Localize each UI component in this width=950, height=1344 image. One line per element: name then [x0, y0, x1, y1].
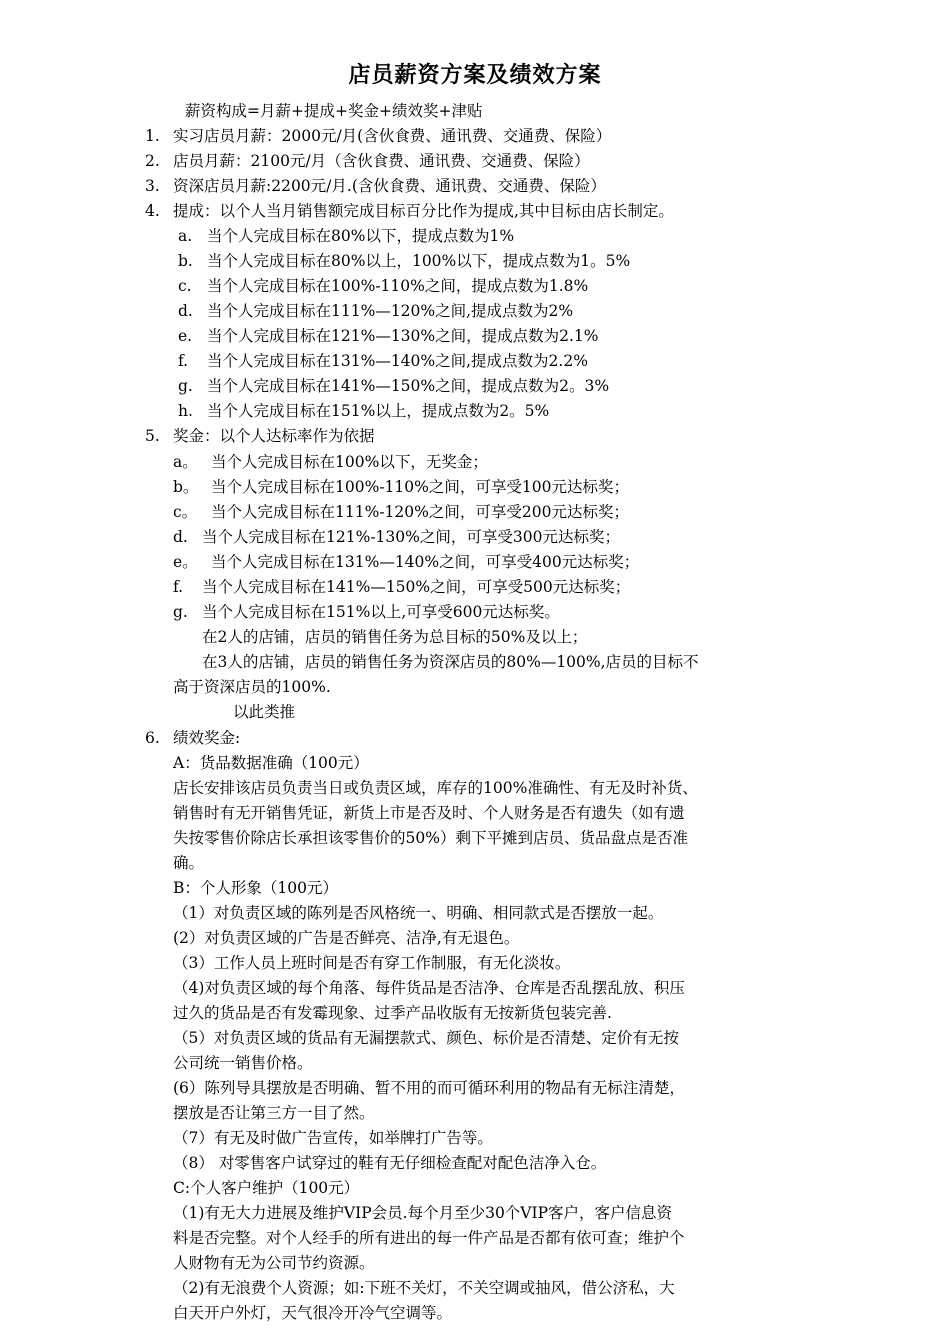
section-b-text: （5）对负责区域的货品有无漏摆款式、颜色、标价是否清楚、定价有无按: [173, 1029, 679, 1047]
commission-label: h.: [178, 402, 193, 420]
commission-text: 当个人完成目标在131%—140%之间,提成点数为2.2%: [207, 352, 588, 370]
list-item: [145, 199, 160, 224]
bonus-note: 高于资深店员的100%.: [173, 678, 331, 696]
section-b-text: （3）工作人员上班时间是否有穿工作制服，有无化淡妆。: [173, 954, 571, 972]
performance-heading: 绩效奖金:: [173, 729, 241, 747]
bonus-text: 当个人完成目标在100%-110%之间，可享受100元达标奖；: [211, 478, 629, 496]
bonus-text: 当个人完成目标在131%—140%之间，可享受400元达标奖；: [211, 553, 640, 571]
commission-label: g.: [178, 377, 193, 395]
section-c-text: 人财物有无为公司节约资源。: [173, 1254, 375, 1272]
commission-label: c.: [178, 277, 192, 295]
item-number: 6.: [145, 729, 160, 747]
bonus-text: 当个人完成目标在141%—150%之间，可享受500元达标奖；: [202, 578, 631, 596]
section-c-text: （1)有无大力进展及维护VIP会员.每个月至少30个VIP客户，客户信息资: [173, 1204, 673, 1222]
section-c-text: 料是否完整。对个人经手的所有进出的每一件产品是否都有依可查；维护个: [173, 1229, 685, 1247]
list-item: [145, 124, 160, 149]
section-b-text: 公司统一销售价格。: [173, 1054, 313, 1072]
item-number: 5.: [145, 427, 160, 445]
section-b-text: （7）有无及时做广告宣传，如举牌打广告等。: [173, 1129, 493, 1147]
section-b-title: B：个人形象（100元）: [173, 879, 338, 897]
salary-formula: 薪资构成=月薪+提成+奖金+绩效奖+津贴: [185, 102, 483, 120]
list-item-text: 资深店员月薪:2200元/月.(含伙食费、通讯费、交通费、保险）: [173, 177, 606, 195]
commission-label: a.: [178, 227, 193, 245]
section-b-text: （1）对负责区域的陈列是否风格统一、明确、相同款式是否摆放一起。: [173, 904, 664, 922]
list-item-text: 店员月薪：2100元/月（含伙食费、通讯费、交通费、保险）: [173, 152, 590, 170]
bonus-note: 在3人的店铺，店员的销售任务为资深店员的80%—100%,店员的目标不: [202, 653, 699, 671]
bonus-label: g.: [173, 603, 188, 621]
bonus-text: 当个人完成目标在100%以下，无奖金；: [211, 453, 488, 471]
commission-text: 当个人完成目标在100%-110%之间，提成点数为1.8%: [207, 277, 589, 295]
list-item: [145, 149, 160, 174]
section-b-text: 摆放是否让第三方一目了然。: [173, 1104, 375, 1122]
commission-text: 当个人完成目标在80%以上，100%以下，提成点数为1。5%: [207, 252, 631, 270]
section-c-title: C:个人客户维护（100元）: [173, 1179, 360, 1197]
bonus-note: 以此类推: [233, 703, 296, 721]
bonus-note: 在2人的店铺，店员的销售任务为总目标的50%及以上；: [202, 628, 588, 646]
commission-text: 当个人完成目标在121%—130%之间，提成点数为2.1%: [207, 327, 599, 345]
commission-label: d.: [178, 302, 193, 320]
bonus-label: b。: [173, 478, 199, 496]
commission-label: b.: [178, 252, 193, 270]
list-item-text: 提成：以个人当月销售额完成目标百分比作为提成,其中目标由店长制定。: [173, 202, 674, 220]
bonus-label: d.: [173, 528, 188, 546]
bonus-label: e。: [173, 553, 198, 571]
bonus-label: a。: [173, 453, 198, 471]
commission-label: f.: [178, 352, 189, 370]
section-a-text: 销售时有无开销售凭证，新货上市是否及时、个人财务是否有遗失（如有遗: [173, 804, 685, 822]
section-b-text: 过久的货品是否有发霉现象、过季产品收版有无按新货包装完善.: [173, 1004, 612, 1022]
commission-text: 当个人完成目标在151%以上，提成点数为2。5%: [207, 402, 550, 420]
section-a-text: 失按零售价除店长承担该零售价的50%）剩下平摊到店员、货品盘点是否准: [173, 829, 688, 847]
list-item: [145, 174, 160, 199]
bonus-text: 当个人完成目标在151%以上,可享受600元达标奖。: [202, 603, 560, 621]
section-a-text: 店长安排该店员负责当日或负责区域，库存的100%准确性、有无及时补货、: [173, 779, 698, 797]
commission-text: 当个人完成目标在141%—150%之间，提成点数为2。3%: [207, 377, 610, 395]
item-number: 1.: [145, 127, 160, 145]
commission-text: 当个人完成目标在80%以下，提成点数为1%: [207, 227, 515, 245]
section-c-text: 白天开户外灯，天气很冷开冷气空调等。: [173, 1304, 453, 1322]
bonus-label: f.: [173, 578, 184, 596]
section-a-text: 确。: [173, 854, 205, 872]
bonus-heading: 奖金：以个人达标率作为依据: [173, 427, 375, 445]
list-item-text: 实习店员月薪：2000元/月(含伙食费、通讯费、交通费、保险）: [173, 127, 612, 145]
item-number: 3.: [145, 177, 160, 195]
section-b-text: （4)对负责区域的每个角落、每件货品是否洁净、仓库是否乱摆乱放、积压: [173, 979, 685, 997]
section-b-text: (6）陈列导具摆放是否明确、暂不用的而可循环利用的物品有无标注清楚，: [173, 1079, 685, 1097]
section-b-text: (2）对负责区域的广告是否鲜亮、洁净,有无退色。: [173, 929, 520, 947]
commission-text: 当个人完成目标在111%—120%之间,提成点数为2%: [207, 302, 574, 320]
item-number: 4.: [145, 202, 160, 220]
bonus-text: 当个人完成目标在121%-130%之间，可享受300元达标奖；: [202, 528, 620, 546]
page-title: 店员薪资方案及绩效方案: [348, 62, 602, 88]
bonus-label: c。: [173, 503, 198, 521]
item-number: 2.: [145, 152, 160, 170]
section-a-title: A：货品数据准确（100元）: [173, 754, 369, 772]
section-b-text: （8） 对零售客户试穿过的鞋有无仔细检查配对配色洁净入仓。: [173, 1154, 607, 1172]
section-c-text: （2)有无浪费个人资源；如:下班不关灯，不关空调或抽风，借公济私，大: [173, 1279, 675, 1297]
bonus-text: 当个人完成目标在111%-120%之间，可享受200元达标奖；: [211, 503, 629, 521]
commission-label: e.: [178, 327, 193, 345]
